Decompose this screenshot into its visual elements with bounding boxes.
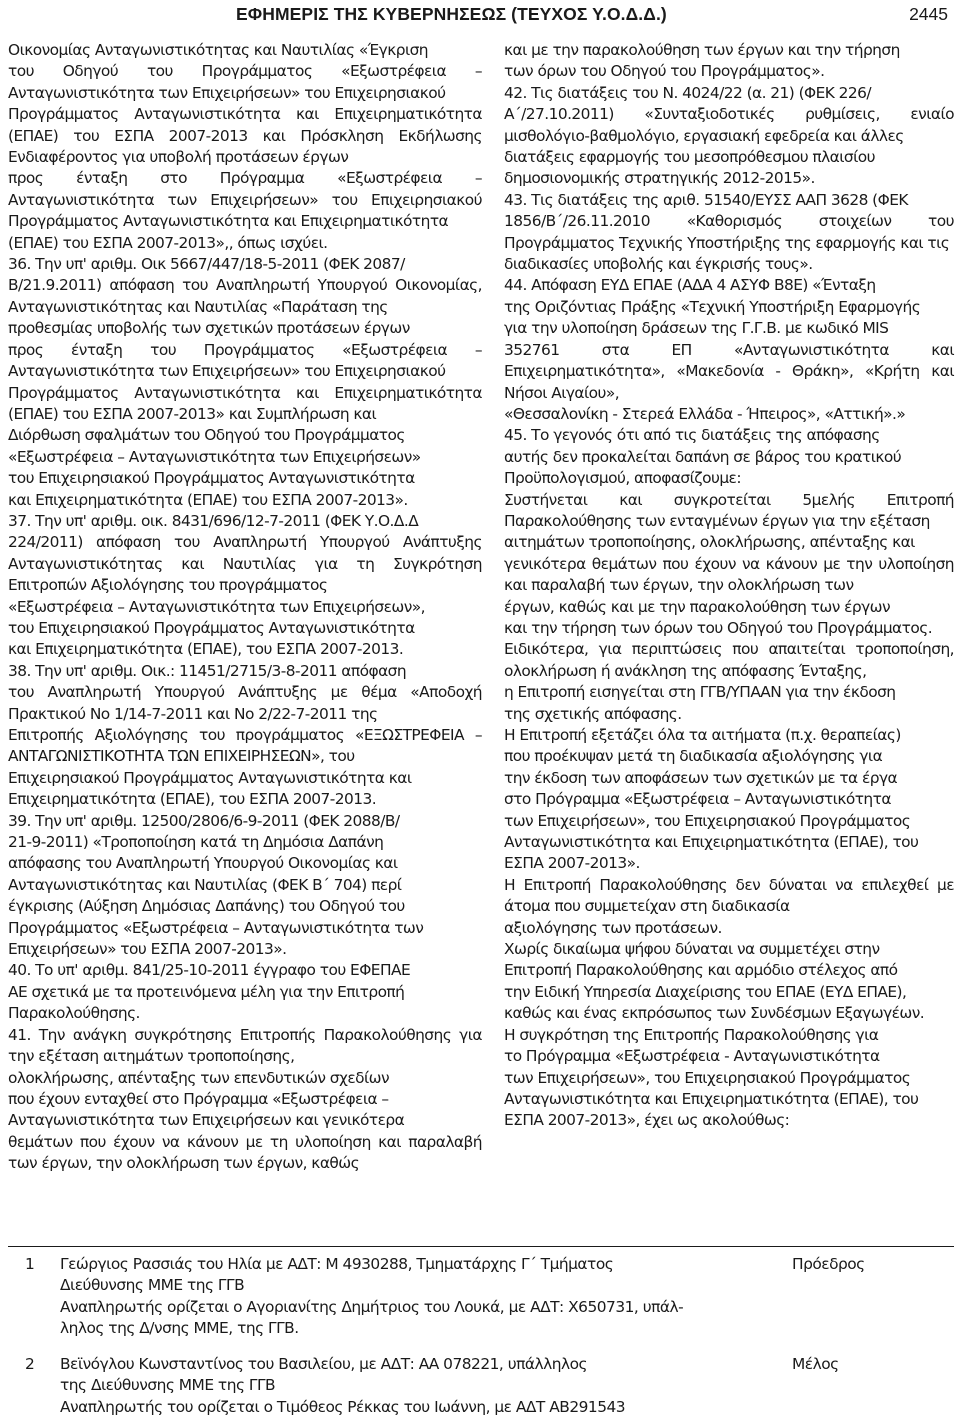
text-paragraph: Η συγκρότηση της Επιτροπής Παρακολούθησης για [504, 1025, 879, 1044]
text-paragraph: του Οδηγού του Προγράμματος «Εξωστρέφεια – Ανταγωνιστικότητα των Επιχειρήσεων» του Επιχειρησιακού [8, 62, 482, 102]
text-paragraph: Οικονομίας Ανταγωνιστικότητας και Ναυτιλίας «Έγκριση [8, 41, 429, 59]
text-paragraph: αξιολόγησης των προτάσεων. [504, 918, 722, 937]
text-paragraph: της σχετικής απόφασης. [504, 704, 682, 723]
text-paragraph: και Επιχειρηματικότητα (ΕΠΑΕ), του ΕΣΠΑ 2007-2013. [8, 640, 404, 659]
text-paragraph: 38. Την υπ' αριθμ. Οικ.: 11451/2715/3-8-2011 απόφαση [8, 661, 407, 680]
text-paragraph: έργων, καθώς και με την παρακολούθηση των έργων [504, 597, 891, 616]
text-paragraph: ολοκλήρωσης, απένταξης των επενδυτικών σχεδίων [8, 1068, 390, 1087]
page-number: 2445 [909, 4, 948, 24]
text-paragraph: Ανταγωνιστικότητας και Ναυτιλίας (ΦΕΚ Β΄ 704) περί [8, 875, 402, 894]
text-paragraph: των όρων του Οδηγού του Προγράμματος». [504, 62, 825, 81]
text-paragraph: Διόρθωση σφαλμάτων του Οδηγού του Προγράμματος [8, 426, 405, 445]
text-paragraph: ΕΣΠΑ 2007-2013», έχει ως ακολούθως: [504, 1111, 790, 1130]
text-paragraph: Ειδικότερα, για περιπτώσεις που απαιτείται τροποποίηση, ολοκλήρωση ή ανάκληση της απόφασης Ένταξης, [504, 640, 954, 680]
member-number: 2 [25, 1355, 35, 1373]
text-paragraph: διατάξεις εφαρμογής του μεσοπρόθεσμου πλαισίου [504, 148, 876, 167]
text-paragraph: Β/21.9.2011) απόφαση του Αναπληρωτή Υπουργού Οικονομίας, Ανταγωνιστικότητας και Ναυτιλίας «Παράταση της [8, 276, 482, 316]
text-paragraph: αιτημάτων τροποποίησης, ολοκλήρωσης, απένταξης και [504, 533, 915, 552]
text-paragraph: διαδικασίες υποβολής και έγκρισής τους». [504, 255, 813, 274]
text-paragraph: «Θεσσαλονίκη - Στερεά Ελλάδα - Ήπειρος», «Αττική».» [504, 404, 906, 423]
text-paragraph: την έκδοση των αποφάσεων των σχετικών με τα έργα [504, 768, 898, 787]
text-paragraph: Η Επιτροπή εξετάζει όλα τα αιτήματα (π.χ. θεραπείας) [504, 726, 901, 744]
text-paragraph: Χωρίς δικαίωμα ψήφου δύναται να συμμετέχει στην [504, 940, 880, 959]
member-number: 1 [25, 1255, 35, 1273]
text-paragraph: 42. Τις διατάξεις του Ν. 4024/22 (α. 21) (ΦΕΚ 226/ [504, 83, 872, 102]
member-line: Διεύθυνσης ΜΜΕ της ΓΓΒ [60, 1276, 245, 1295]
text-paragraph: 37. Την υπ' αριθμ. οικ. 8431/696/12-7-2011 (ΦΕΚ Υ.Ο.Δ.Δ [8, 511, 419, 530]
text-paragraph: 352761 στα ΕΠ «Ανταγωνιστικότητα και Επιχειρηματικότητα», «Μακεδονία - Θράκη», «Κρήτη και Νήσοι Αιγαίου», [504, 340, 954, 402]
text-paragraph: προς ένταξη του Προγράμματος «Εξωστρέφεια – Ανταγωνιστικότητα των Επιχειρήσεων» του Επιχειρησιακού [8, 340, 482, 381]
text-paragraph: Προγράμματος Ανταγωνιστικότητα και Επιχειρηματικότητα (ΕΠΑΕ) του ΕΣΠΑ 2007-2013» και Συμπλήρωση και [8, 383, 482, 423]
text-paragraph: των Επιχειρήσεων», του Επιχειρησιακού Προγράμματος [504, 1068, 911, 1087]
text-paragraph: Η Επιτροπή Παρακολούθησης δεν δύναται να επιλεχθεί με άτομα που συμμετείχαν στη διαδικασία [504, 875, 954, 916]
text-paragraph: Ανταγωνιστικότητα και Επιχειρηματικότητα (ΕΠΑΕ), του [504, 1089, 919, 1108]
text-paragraph: Παρακολούθησης. [8, 1004, 140, 1023]
text-paragraph: και με την παρακολούθηση των έργων και την τήρηση [504, 41, 900, 59]
text-paragraph: «Εξωστρέφεια – Ανταγωνιστικότητα των Επιχειρήσεων», [8, 597, 426, 616]
text-paragraph: για την υλοποίηση δράσεων της Γ.Γ.Β. με κωδικό MIS [504, 319, 889, 338]
page-header [0, 0, 960, 30]
gazette-title: ΕΦΗΜΕΡΙΣ ΤΗΣ ΚΥΒΕΡΝΗΣΕΩΣ (ΤΕΥΧΟΣ Υ.Ο.Δ.Δ.) [236, 4, 667, 24]
text-paragraph: έγκρισης (Αύξηση Δημόσιας Δαπάνης) του Οδηγού του [8, 897, 405, 916]
text-paragraph: προς ένταξη στο Πρόγραμμα «Εξωστρέφεια – Ανταγωνιστικότητα των Επιχειρήσεων» του Επιχειρησιακού Προγράμματος Ανταγωνιστικότητα και Επιχειρηματικότητα [8, 169, 482, 231]
text-paragraph: 1856/Β΄/26.11.2010 «Καθορισμός στοιχείων του Προγράμματος Τεχνικής Υποστήριξης της εφαρμογής και τις [504, 212, 954, 252]
left-column [8, 40, 482, 1175]
text-paragraph: 21-9-2011) «Τροποποίηση κατά τη Δημόσια Δαπάνη [8, 833, 384, 852]
text-paragraph: που προέκυψαν μετά τη διαδικασία αξιολόγησης για [504, 747, 883, 766]
text-paragraph: προθεσμίας υποβολής των σχετικών προτάσεων έργων [8, 319, 410, 338]
text-paragraph: θεμάτων που έχουν να κάνουν με τη υλοποίηση και παραλαβή των έργων, την ολοκλήρωση των έργων, καθώς [8, 1132, 482, 1173]
member-line: Αναπληρωτής του ορίζεται ο Τιμόθεος Ρέκκας του Ιωάννη, με ΑΔΤ ΑΒ291543 [60, 1397, 626, 1416]
text-paragraph: αυτής δεν προκαλείται δαπάνη σε βάρος του κρατικού [504, 447, 902, 466]
text-paragraph: ΕΣΠΑ 2007-2013». [504, 854, 640, 873]
member-line: ληλος της Δ/νσης ΜΜΕ, της ΓΓΒ. [60, 1319, 299, 1338]
member-role: Μέλος [792, 1355, 839, 1373]
member-details [60, 1354, 760, 1418]
text-paragraph: γενικότερα θεμάτων που έχουν να κάνουν με την υλοποίηση και παραλαβή των έργων, την ολοκλήρωση των [504, 554, 954, 595]
table-top-rule [8, 1246, 954, 1247]
text-paragraph: στο Πρόγραμμα «Εξωστρέφεια – Ανταγωνιστικότητα [504, 790, 891, 809]
text-paragraph: του Επιχειρησιακού Προγράμματος Ανταγωνιστικότητα [8, 618, 415, 637]
member-role: Πρόεδρος [792, 1255, 865, 1273]
text-paragraph: Ανταγωνιστικότητα των Επιχειρήσεων και γενικότερα [8, 1111, 405, 1130]
member-line: Αναπληρωτής ορίζεται ο Αγοριανίτης Δημήτριος του Λουκά, με ΑΔΤ: Χ650731, υπάλ- [60, 1297, 684, 1316]
text-paragraph: Προγράμματος «Εξωστρέφεια – Ανταγωνιστικότητα των [8, 918, 424, 937]
text-paragraph: καθώς και ένας εκπρόσωπος των Συνδέσμων Εξαγωγέων. [504, 1004, 925, 1023]
text-paragraph: την Ειδική Υπηρεσία Διαχείρισης του ΕΠΑΕ (ΕΥΔ ΕΠΑΕ), [504, 982, 907, 1001]
text-paragraph: του Αναπληρωτή Υπουργού Ανάπτυξης με θέμα «Αποδοχή Πρακτικού Νο 1/14-7-2011 και Νο 2/22-7-2011 της [8, 683, 482, 723]
text-paragraph: Ανταγωνιστικότητα και Επιχειρηματικότητα (ΕΠΑΕ), του [504, 833, 919, 852]
member-line: Βεϊνόγλου Κωνσταντίνος του Βασιλείου, με ΑΔΤ: ΑΑ 078221, υπάλληλος [60, 1355, 588, 1373]
member-line: της Διεύθυνσης ΜΜΕ της ΓΓΒ [60, 1376, 276, 1395]
text-paragraph: Επιτροπής Αξιολόγησης του προγράμματος «ΕΞΩΣΤΡΕΦΕΙΑ – ΑΝΤΑΓΩΝΙΣΤΙΚΟΤΗΤΑ ΤΩΝ ΕΠΙΧΕΙΡΗΣΕΩΝ», του [8, 726, 482, 766]
text-paragraph: η Επιτροπή εισηγείται στη ΓΓΒ/ΥΠΑΑΝ για την έκδοση [504, 683, 896, 702]
text-paragraph: 40. Το υπ' αριθμ. 841/25-10-2011 έγγραφο του ΕΦΕΠΑΕ [8, 961, 411, 980]
text-paragraph: 41. Την ανάγκη συγκρότησης Επιτροπής Παρακολούθησης για την εξέταση αιτημάτων τροποποίησης, [8, 1025, 482, 1066]
text-paragraph: και Επιχειρηματικότητα (ΕΠΑΕ) του ΕΣΠΑ 2007-2013». [8, 490, 408, 509]
text-paragraph: το Πρόγραμμα «Εξωστρέφεια - Ανταγωνιστικότητα [504, 1047, 880, 1066]
text-paragraph: Επιχειρηματικότητα (ΕΠΑΕ), του ΕΣΠΑ 2007-2013. [8, 790, 377, 809]
text-paragraph: των Επιχειρήσεων», του Επιχειρησιακού Προγράμματος [504, 811, 911, 830]
text-paragraph: και την τήρηση των όρων του Οδηγού του Προγράμματος. [504, 618, 933, 637]
text-paragraph: απόφασης του Αναπληρωτή Υπουργού Οικονομίας και [8, 854, 398, 873]
text-paragraph: ΑΕ σχετικά με τα προτεινόμενα μέλη για την Επιτροπή [8, 982, 405, 1001]
text-paragraph: 44. Απόφαση ΕΥΔ ΕΠΑΕ (ΑΔΑ 4 ΑΣΥΦ Β8Ε) «Ένταξη [504, 276, 876, 295]
text-paragraph: 224/2011) απόφαση του Αναπληρωτή Υπουργού Ανάπτυξης Ανταγωνιστικότητας και Ναυτιλίας για τη Συγκρότηση Επιτροπών Αξιολόγησης του προγράμματος [8, 533, 482, 595]
text-paragraph: της Οριζόντιας Πράξης «Τεχνική Υποστήριξη Εφαρμογής [504, 297, 921, 316]
text-paragraph: Α΄/27.10.2011) «Συνταξιοδοτικές ρυθμίσεις, ενιαίο μισθολόγιο-βαθμολόγιο, εργασιακή εφεδρεία και άλλες [504, 105, 954, 145]
text-paragraph: «Εξωστρέφεια – Ανταγωνιστικότητα των Επιχειρήσεων» [8, 447, 421, 466]
text-paragraph: δημοσιονομικής στρατηγικής 2012-2015». [504, 169, 815, 188]
text-paragraph: 43. Τις διατάξεις της αριθ. 51540/ΕΥΣΣ ΑΑΠ 3628 (ΦΕΚ [504, 190, 908, 209]
member-details [60, 1254, 760, 1340]
text-paragraph: 39. Την υπ' αριθμ. 12500/2806/6-9-2011 (ΦΕΚ 2088/Β/ [8, 811, 400, 830]
text-paragraph: Προγράμματος Ανταγωνιστικότητα και Επιχειρηματικότητα (ΕΠΑΕ) του ΕΣΠΑ 2007-2013 και Πρόσκληση Εκδήλωσης Ενδιαφέροντος για υποβολή προτάσεων έργων [8, 105, 482, 167]
text-paragraph: 36. Την υπ' αριθμ. Οικ 5667/447/18-5-2011 (ΦΕΚ 2087/ [8, 255, 405, 274]
member-line: Γεώργιος Ρασσιάς του Ηλία με ΑΔΤ: Μ 4930288, Τμηματάρχης Γ΄ Τμήματος [60, 1255, 614, 1273]
text-paragraph: Προϋπολογισμού, αποφασίζουμε: [504, 469, 741, 488]
text-paragraph: Συστήνεται και συγκροτείται 5μελής Επιτροπή Παρακολούθησης των ενταγμένων έργων για την εξέταση [504, 490, 954, 530]
text-paragraph: που έχουν ενταχθεί στο Πρόγραμμα «Εξωστρέφεια – [8, 1089, 389, 1108]
right-column [504, 40, 954, 1132]
text-paragraph: (ΕΠΑΕ) του ΕΣΠΑ 2007-2013»,, όπως ισχύει. [8, 233, 328, 252]
text-paragraph: Επιχειρησιακού Προγράμματος Ανταγωνιστικότητα και [8, 768, 412, 787]
text-paragraph: 45. Το γεγονός ότι από τις διατάξεις της απόφασης [504, 426, 880, 445]
text-paragraph: Επιτροπή Παρακολούθησης και αρμόδιο στέλεχος από [504, 961, 898, 980]
text-paragraph: του Επιχειρησιακού Προγράμματος Ανταγωνιστικότητα [8, 469, 415, 488]
text-paragraph: Επιχειρήσεων» του ΕΣΠΑ 2007-2013». [8, 940, 287, 959]
